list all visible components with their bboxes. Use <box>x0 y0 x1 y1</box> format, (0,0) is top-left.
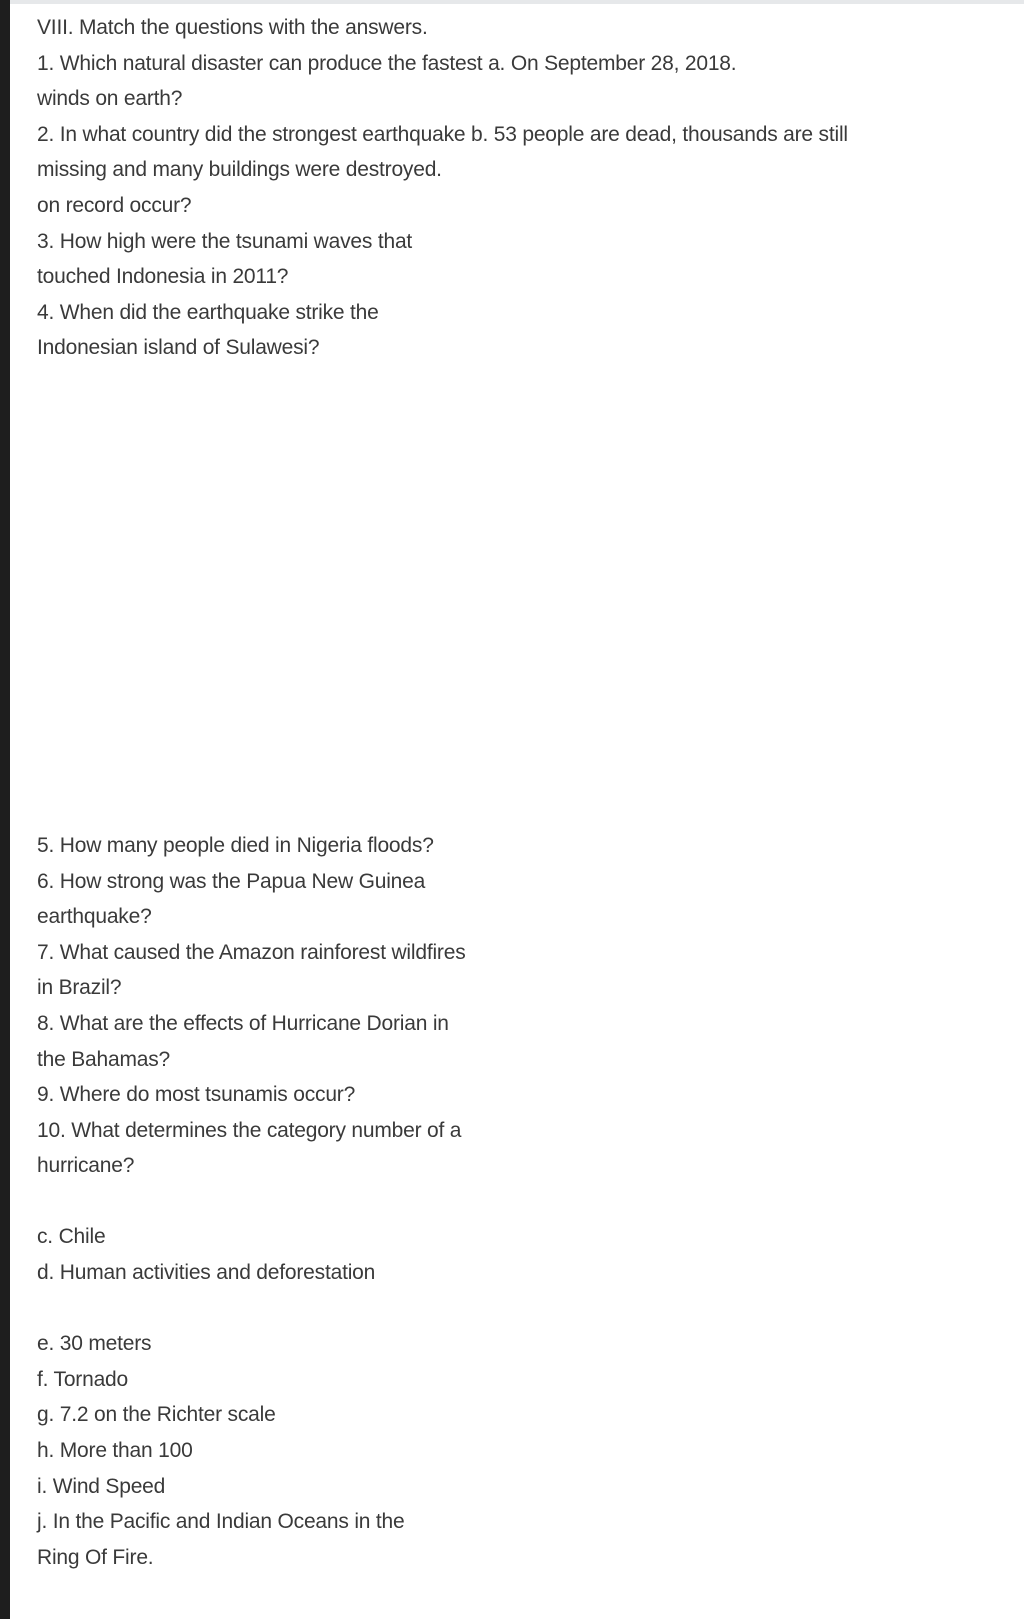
blank-space <box>37 1184 1007 1220</box>
text-line: earthquake? <box>37 905 152 929</box>
answer-line: d. Human activities and deforestation <box>37 1261 376 1285</box>
text-line: 7. What caused the Amazon rainforest wildfires <box>37 940 466 964</box>
text-line: 4. When did the earthquake strike the <box>37 300 379 324</box>
text-line: 8. What are the effects of Hurricane Dorian in <box>37 1011 449 1035</box>
answer-line: h. More than 100 <box>37 1439 193 1463</box>
text-line: 5. How many people died in Nigeria floods? <box>37 833 434 857</box>
answer-line: c. Chile <box>37 1225 106 1249</box>
top-border <box>10 0 1024 4</box>
answer-line: e. 30 meters <box>37 1332 152 1356</box>
text-line: missing and many buildings were destroyed. <box>37 158 442 182</box>
blank-space <box>37 1291 1007 1327</box>
text-line: in Brazil? <box>37 976 122 1000</box>
answer-line: Ring Of Fire. <box>37 1545 154 1569</box>
text-line: the Bahamas? <box>37 1047 171 1071</box>
blank-space <box>37 366 1007 828</box>
answer-line: j. In the Pacific and Indian Oceans in the <box>37 1510 405 1534</box>
text-line: on record occur? <box>37 193 192 217</box>
document-body <box>37 10 1007 1575</box>
text-line: winds on earth? <box>37 87 183 111</box>
text-line: Indonesian island of Sulawesi? <box>37 336 320 360</box>
left-border <box>0 0 10 1619</box>
text-line: hurricane? <box>37 1154 135 1178</box>
answer-line: i. Wind Speed <box>37 1474 166 1498</box>
text-line: 2. In what country did the strongest earthquake b. 53 people are dead, thousands are still <box>37 122 848 146</box>
text-line: 10. What determines the category number of a <box>37 1118 462 1142</box>
text-line: 3. How high were the tsunami waves that <box>37 229 413 253</box>
exercise-heading: VIII. Match the questions with the answers. <box>37 16 428 39</box>
text-line: 9. Where do most tsunamis occur? <box>37 1083 356 1107</box>
text-line: 6. How strong was the Papua New Guinea <box>37 869 426 893</box>
answer-line: g. 7.2 on the Richter scale <box>37 1403 276 1427</box>
text-line: touched Indonesia in 2011? <box>37 265 289 289</box>
text-line: 1. Which natural disaster can produce the fastest a. On September 28, 2018. <box>37 51 737 75</box>
answer-line: f. Tornado <box>37 1367 129 1391</box>
